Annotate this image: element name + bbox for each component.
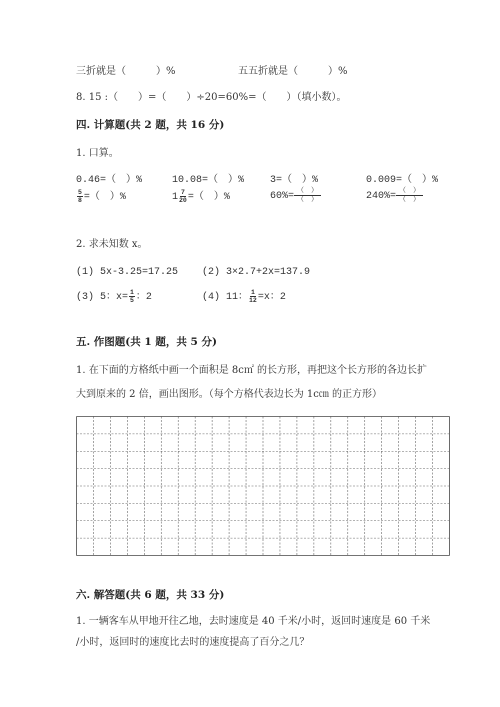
- equation-4: (4) 11： $\frac{1}{12}$ =x：2: [202, 288, 286, 304]
- drawing-question-line-1: 1. 在下面的方格纸中画一个面积是 8c㎡ 的长方形，再把这个长方形的各边长扩: [76, 365, 428, 376]
- oral-calc-five-eighths: $\frac{5}{8}$ =（ ）%: [78, 188, 126, 204]
- oral-calc-10-08: 10.08=（ ）%: [172, 175, 245, 186]
- oral-calc-240-percent: 240%= $\frac{( )}{( )}$: [366, 187, 423, 204]
- fraction-7-20: $\frac{7}{20}$: [179, 188, 187, 204]
- square-grid-paper[interactable]: [76, 416, 450, 556]
- fraction-1-5: $\frac{1}{5}$: [130, 288, 134, 304]
- oral-calc-mixed-number: 1 $\frac{7}{20}$ =（ ）%: [172, 188, 230, 204]
- blank-fraction: $\frac{( )}{( )}$: [396, 187, 423, 204]
- blank-fraction: $\frac{( )}{( )}$: [294, 187, 321, 204]
- q2-title: 2. 求未知数 x。: [76, 239, 148, 250]
- section-4-heading: 四. 计算题(共 2 题，共 16 分): [76, 119, 225, 131]
- fraction-5-8: $\frac{5}{8}$: [78, 188, 82, 204]
- q1-title: 1. 口算。: [76, 148, 119, 159]
- oral-calc-3: 3=（ ）%: [270, 175, 319, 186]
- section-5-heading: 五. 作图题(共 1 题，共 5 分): [76, 336, 217, 348]
- word-problem-line-1: 1. 一辆客车从甲地开往乙地，去时速度是 40 千米/小时，返回时速度是 60 千米: [76, 616, 431, 627]
- oral-calc-0-009: 0.009=（ ）%: [366, 175, 439, 186]
- equation-3: (3) 5：x= $\frac{1}{5}$ ：2: [76, 288, 152, 304]
- drawing-question-line-2: 大到原来的 2 倍，画出图形。（每个方格代表边长为 1c㎝ 的正方形）: [76, 389, 383, 400]
- oral-calc-0-46: 0.46=（ ）%: [76, 175, 143, 186]
- equation-2: (2) 3×2.7+2x=137.9: [202, 267, 311, 278]
- fraction-1-12: $\frac{1}{12}$: [249, 288, 257, 304]
- word-problem-line-2: /小时，返回时的速度比去时的速度提高了百分之几？: [76, 637, 310, 648]
- section-6-heading: 六. 解答题(共 6 题，共 33 分): [76, 589, 225, 601]
- fill-blank-sanzhe: 三折就是（ ）%: [76, 66, 176, 77]
- grid-canvas[interactable]: [76, 416, 450, 556]
- equation-1: (1) 5x-3.25=17.25: [76, 267, 179, 278]
- fill-blank-wuwuzhe: 五五折就是（ ）%: [238, 66, 348, 77]
- question-8-text: 8. 15 :（ ）=（ ）÷20=60%=（ ）（填小数）。: [76, 92, 347, 103]
- oral-calc-60-percent: 60%= $\frac{( )}{( )}$: [270, 187, 321, 204]
